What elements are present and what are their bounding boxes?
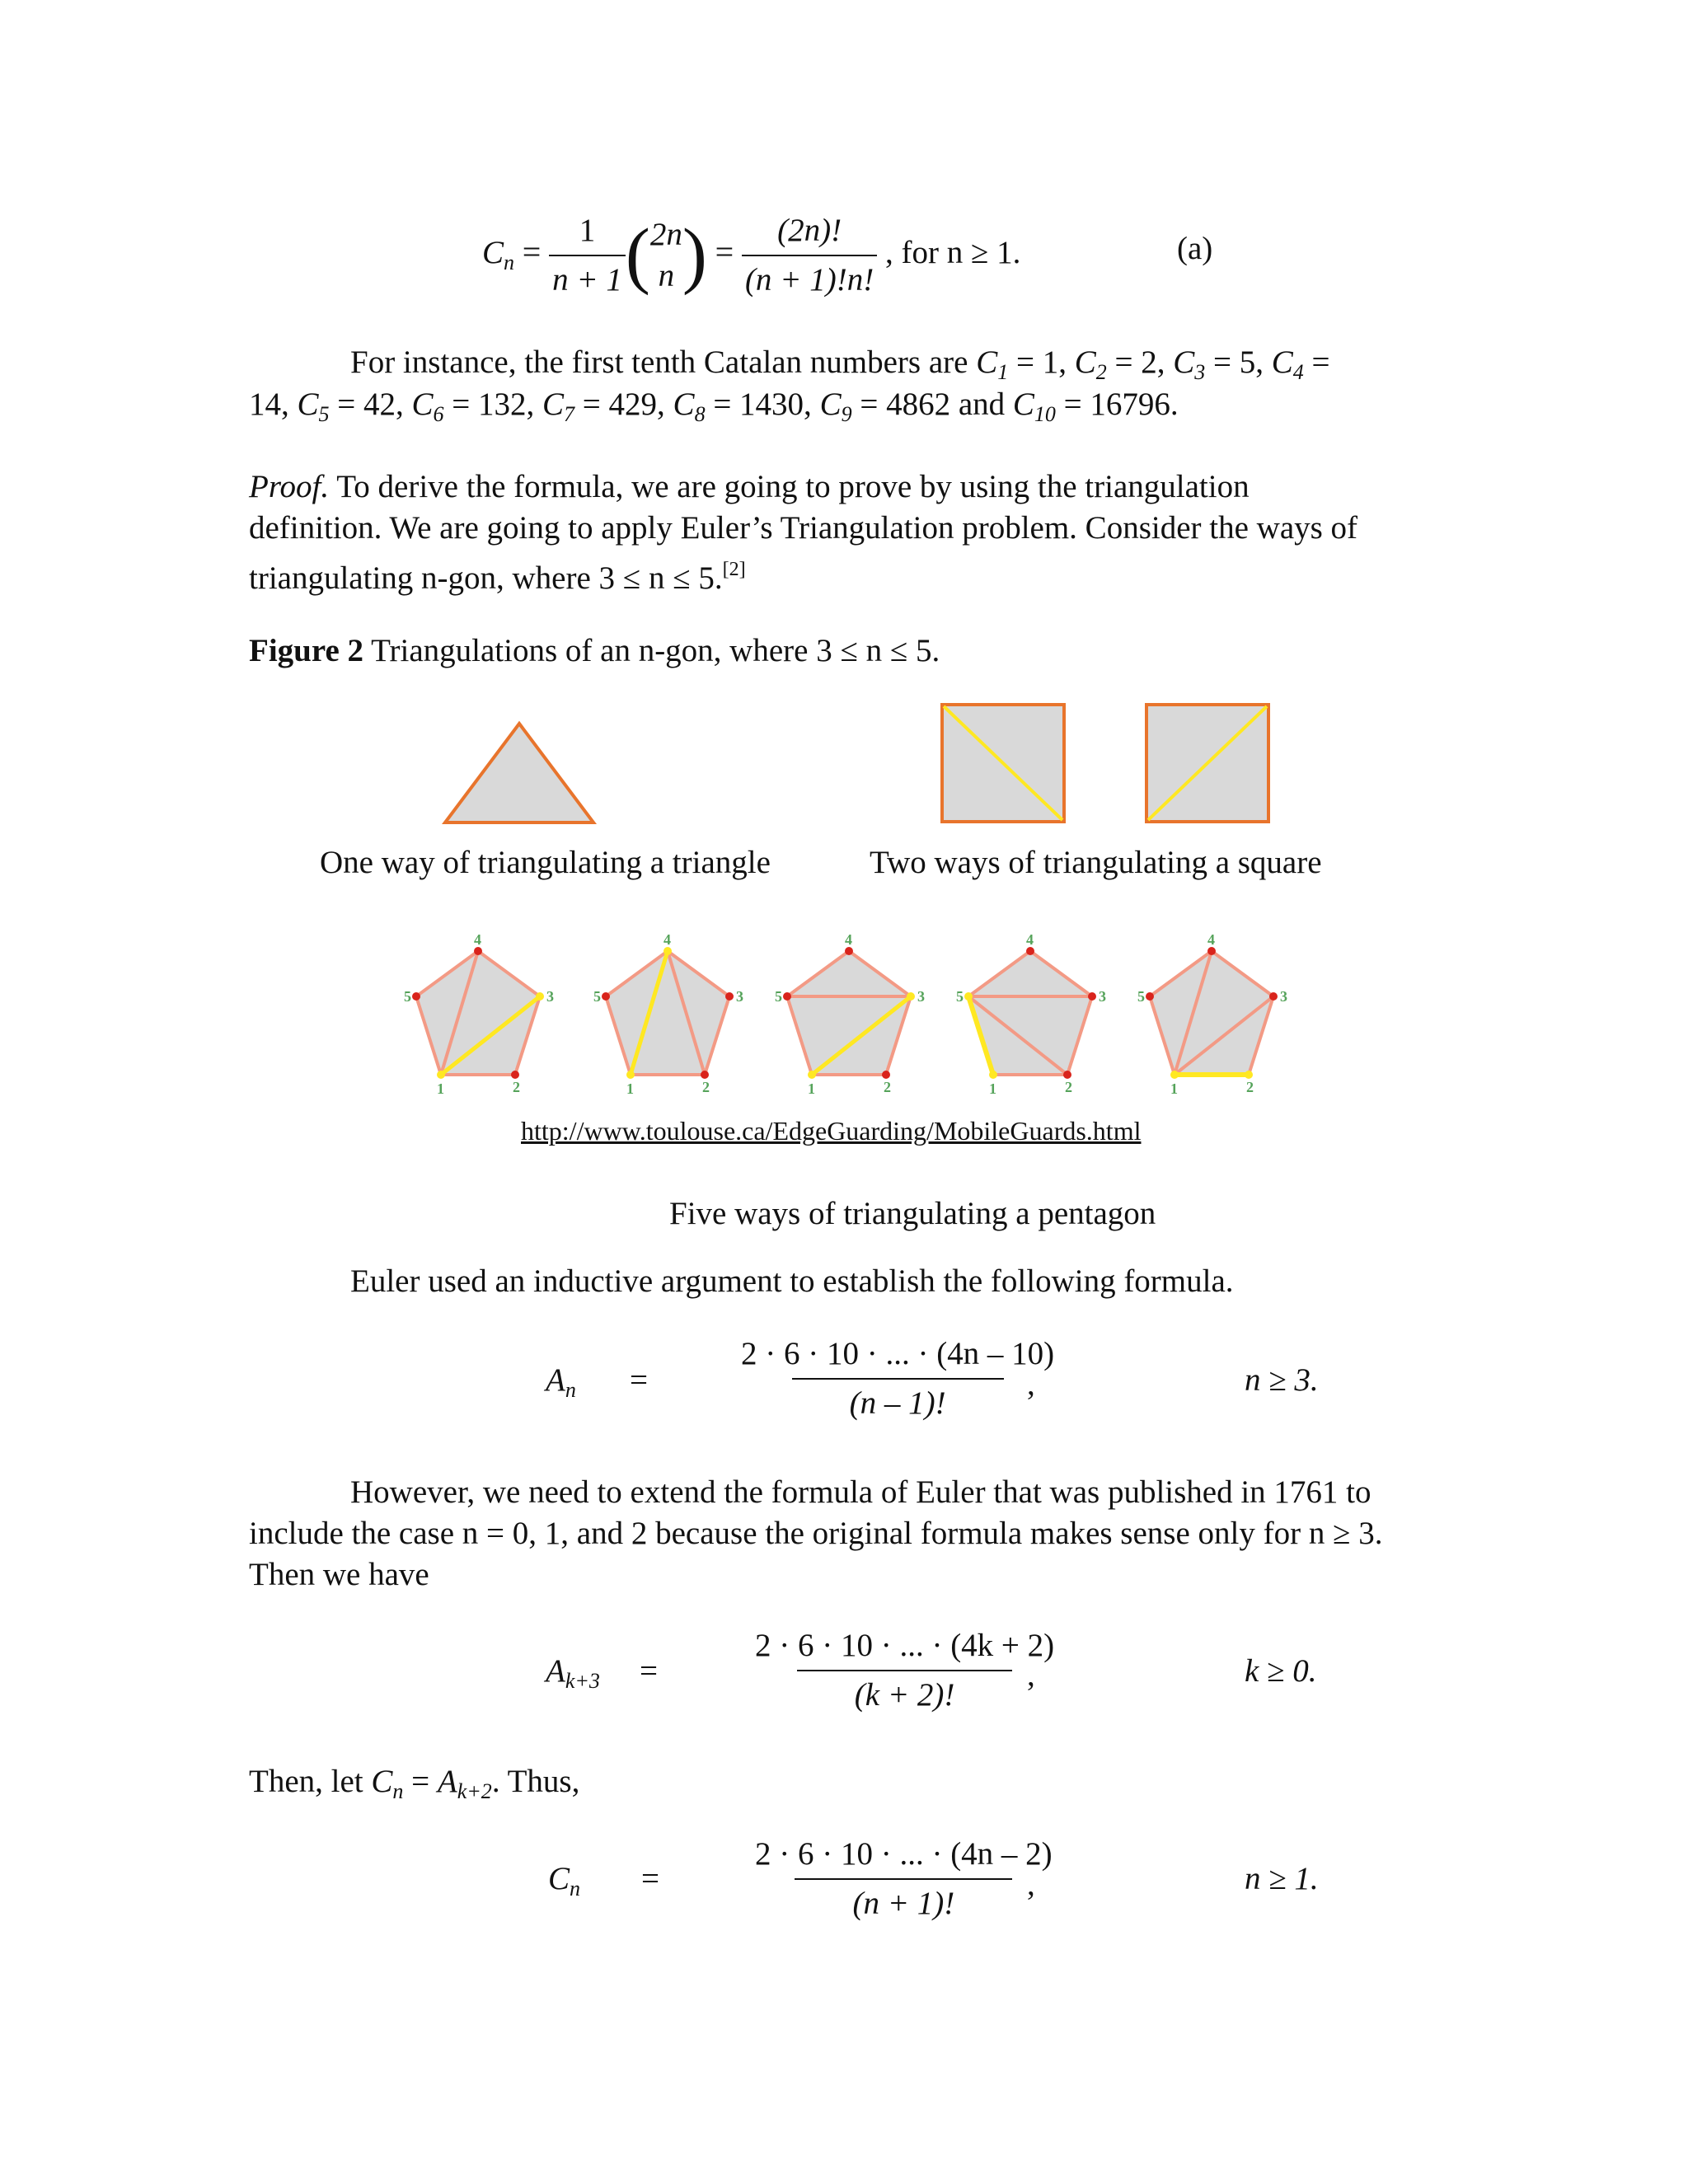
proof-line3: triangulating n-gon, where 3 ≤ n ≤ 5.[2]	[249, 559, 746, 596]
pentagon-4-label-2: 2	[1065, 1079, 1072, 1095]
pentagon-2-label-2: 2	[702, 1079, 710, 1095]
instance-line2: 14, $C_5 = 42$, $C_6 = 132$, $C_7 = 429$, $C_8 = 1430$, $C_9 = 4862$ and $C_{10} = 16796$.	[249, 387, 1179, 426]
pentagon-3-label-5: 5	[775, 988, 782, 1005]
pentagon-4-label-5: 5	[956, 988, 964, 1005]
formula-a-eq: =	[522, 232, 542, 270]
proof-reference: [2]	[722, 559, 746, 580]
formula-a-tag: (a)	[1177, 231, 1213, 266]
pentagon-2-label-4: 4	[663, 931, 671, 948]
formula-c-lhs: $C_n$	[548, 1861, 581, 1900]
formula-a-eq2: =	[715, 232, 734, 270]
pentagon-5-label-4: 4	[1207, 931, 1215, 948]
formula-c-eq: =	[641, 1861, 659, 1896]
extend-line3: Then we have	[249, 1557, 429, 1592]
formula-a-frac2: $\frac{(2n)!}{(n + 1)!n!}$	[742, 210, 877, 301]
formula-k-comma: ,	[1027, 1657, 1035, 1693]
pentagon-5-label-3: 3	[1280, 988, 1287, 1005]
then-let: Then, let $C_n = A_{k+2}$. Thus,	[249, 1764, 580, 1803]
extend-line1: However, we need to extend the formula of Euler that was published in 1761 to	[350, 1474, 1372, 1510]
formula-c-condition: n ≥ 1.	[1245, 1861, 1319, 1896]
pentagon-figure-2	[593, 931, 758, 1096]
euler-formula-condition: n ≥ 3.	[1245, 1362, 1319, 1398]
pentagon-5-label-5: 5	[1137, 988, 1145, 1005]
source-link[interactable]: http://www.toulouse.ca/EdgeGuarding/MobileGuards.html	[521, 1116, 1142, 1146]
pentagon-caption: Five ways of triangulating a pentagon	[669, 1196, 1156, 1231]
proof-line2: definition. We are going to apply Euler’s Triangulation problem. Consider the ways of	[249, 510, 1358, 546]
square-figure-1	[937, 701, 1069, 824]
pentagon-4-label-4: 4	[1026, 931, 1034, 948]
extend-line2: include the case n = 0, 1, and 2 because the original formula makes sense only for n ≥ 3.	[249, 1516, 1383, 1551]
pentagon-figure-1	[404, 931, 569, 1096]
pentagon-3-label-4: 4	[845, 931, 852, 948]
formula-a-lhs: C	[482, 234, 504, 270]
pentagon-1-label-2: 2	[513, 1079, 520, 1095]
euler-intro: Euler used an inductive argument to establish the following formula.	[350, 1263, 1234, 1299]
euler-formula-comma: ,	[1027, 1366, 1035, 1402]
pentagon-5-label-2: 2	[1246, 1079, 1254, 1095]
figure-label: Figure 2	[249, 633, 364, 668]
formula-a-binomial: 2n n	[649, 217, 682, 293]
euler-formula-lhs: $A_n$	[546, 1362, 576, 1402]
square-figure-2	[1142, 701, 1273, 824]
square-caption: Two ways of triangulating a square	[870, 845, 1322, 880]
euler-formula-frac: $\frac{2 \cdot 6 \cdot 10 \cdot ... \cdot (4n - 10)}{(n - 1)!}$	[738, 1333, 1057, 1424]
formula-k-eq: =	[640, 1653, 658, 1689]
triangle-caption: One way of triangulating a triangle	[320, 845, 771, 880]
pentagon-2-label-5: 5	[593, 988, 601, 1005]
proof-line1: Proof. To derive the formula, we are going to prove by using the triangulation	[249, 469, 1250, 504]
formula-k-frac: $\frac{2 \cdot 6 \cdot 10 \cdot ... \cdot (4k + 2)}{(k + 2)!}$	[752, 1625, 1057, 1716]
pentagon-1-label-1: 1	[437, 1080, 444, 1096]
pentagon-5-label-1: 1	[1170, 1080, 1178, 1096]
pentagon-4-label-1: 1	[989, 1080, 996, 1096]
formula-a-frac1: $\frac{1}{n + 1}$	[549, 210, 626, 301]
formula-a-condition: , for n ≥ 1.	[884, 234, 1021, 270]
pentagon-2-label-3: 3	[736, 988, 743, 1005]
proof-label: Proof.	[249, 469, 330, 504]
euler-formula-eq: =	[630, 1362, 648, 1398]
pentagon-2-label-1: 1	[626, 1080, 634, 1096]
formula-k-condition: k ≥ 0.	[1245, 1653, 1317, 1689]
instance-line1: For instance, the first tenth Catalan numbers are $C_1 = 1$, $C_2 = 2$, $C_3 = 5$, $C_4$ =	[350, 344, 1330, 384]
pentagon-3-label-2: 2	[884, 1079, 891, 1095]
figure-caption: Figure 2 Triangulations of an n-gon, where 3 ≤ n ≤ 5.	[249, 633, 940, 668]
pentagon-3-label-3: 3	[917, 988, 925, 1005]
pentagon-figure-3	[775, 931, 940, 1096]
pentagon-3-label-1: 1	[808, 1080, 815, 1096]
pentagon-figure-4	[956, 931, 1121, 1096]
pentagon-1-label-5: 5	[404, 988, 411, 1005]
pentagon-4-label-3: 3	[1099, 988, 1106, 1005]
triangle-figure	[437, 717, 602, 828]
pentagon-1-label-4: 4	[474, 931, 481, 948]
formula-c-comma: ,	[1027, 1867, 1035, 1902]
pentagon-figure-5	[1137, 931, 1302, 1096]
formula-c-frac: $\frac{2 \cdot 6 \cdot 10 \cdot ... \cdot (4n - 2)}{(n + 1)!}$	[752, 1834, 1056, 1924]
formula-a-lhs-sub: n	[504, 250, 515, 274]
pentagon-1-label-3: 3	[546, 988, 554, 1005]
formula-k-lhs: $A_{k+3}$	[546, 1653, 600, 1693]
formula-a: $C_n$ = $\frac{1}{n + 1}$ ( 2n n ) = $\frac{(2n)!}{(n + 1)!n!}$ , for n ≥ 1.	[482, 210, 1020, 301]
